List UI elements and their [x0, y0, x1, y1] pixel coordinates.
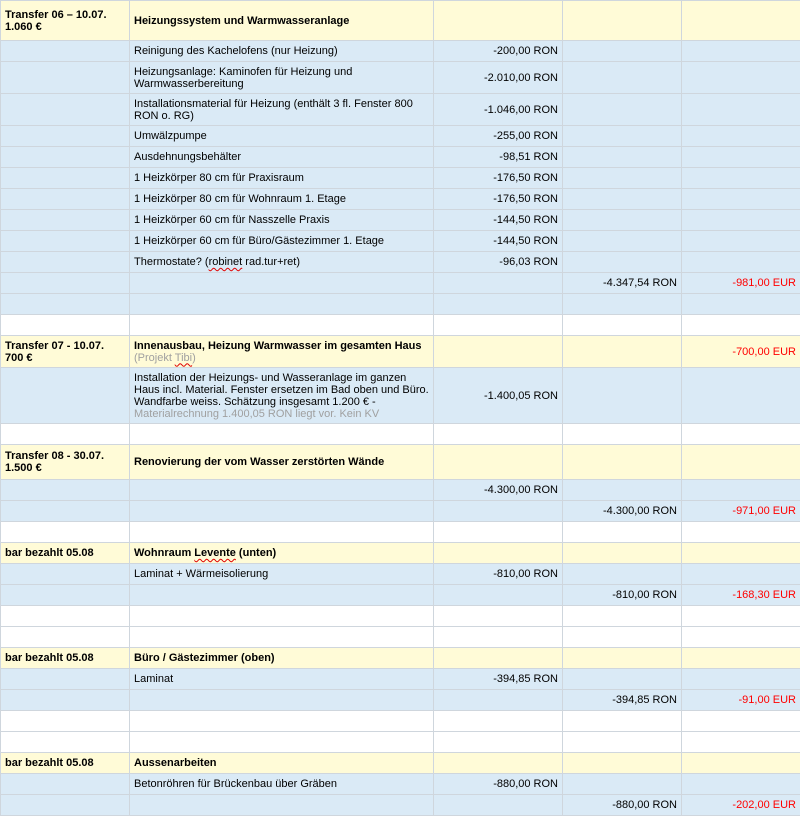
- empty-cell[interactable]: [434, 336, 563, 368]
- section-header-row[interactable]: [1, 1, 800, 41]
- item-amount[interactable]: -2.010,00 RON: [434, 62, 563, 94]
- empty-cell[interactable]: [1, 189, 130, 210]
- table-row[interactable]: [1, 94, 800, 126]
- section-header-row[interactable]: [1, 336, 800, 368]
- empty-cell[interactable]: [563, 774, 682, 795]
- item-amount[interactable]: -144,50 RON: [434, 231, 563, 252]
- section-title-cell[interactable]: [130, 543, 434, 564]
- item-description[interactable]: [130, 368, 434, 424]
- empty-cell[interactable]: [682, 168, 800, 189]
- empty-cell[interactable]: [682, 753, 800, 774]
- empty-cell[interactable]: [434, 648, 563, 669]
- total-eur[interactable]: -971,00 EUR: [682, 501, 800, 522]
- empty-cell[interactable]: [1, 62, 130, 94]
- transfer-cell[interactable]: [1, 336, 130, 368]
- empty-cell[interactable]: [682, 543, 800, 564]
- empty-cell[interactable]: [563, 368, 682, 424]
- empty-cell[interactable]: [682, 669, 800, 690]
- empty-cell[interactable]: [130, 273, 434, 294]
- empty-cell[interactable]: [682, 648, 800, 669]
- empty-cell[interactable]: [434, 1, 563, 41]
- item-description[interactable]: Heizungsanlage: Kaminofen für Heizung und Warmwasserbereitung: [130, 62, 434, 94]
- empty-row[interactable]: [1, 522, 800, 543]
- spellcheck-word: Levente: [194, 547, 236, 559]
- empty-cell[interactable]: [434, 543, 563, 564]
- empty-cell[interactable]: [682, 189, 800, 210]
- empty-cell[interactable]: [563, 62, 682, 94]
- item-description[interactable]: Laminat: [130, 669, 434, 690]
- item-amount[interactable]: -255,00 RON: [434, 126, 563, 147]
- project-prefix: (Projekt: [134, 351, 175, 364]
- section-header-row[interactable]: [1, 648, 800, 669]
- empty-cell[interactable]: [1, 585, 130, 606]
- empty-cell[interactable]: [682, 252, 800, 273]
- item-amount[interactable]: -96,03 RON: [434, 252, 563, 273]
- item-description[interactable]: 1 Heizkörper 80 cm für Wohnraum 1. Etage: [130, 189, 434, 210]
- section-title[interactable]: Heizungssystem und Warmwasseranlage: [130, 1, 434, 41]
- section-header-row[interactable]: [1, 753, 800, 774]
- transfer-label: Transfer 07 - 10.07.: [5, 339, 105, 352]
- item-amount[interactable]: -176,50 RON: [434, 168, 563, 189]
- empty-cell[interactable]: [130, 690, 434, 711]
- table-row[interactable]: [1, 252, 800, 273]
- table-row[interactable]: [1, 147, 800, 168]
- empty-row[interactable]: [1, 732, 800, 753]
- table-row[interactable]: [1, 41, 800, 62]
- empty-cell[interactable]: [434, 273, 563, 294]
- transfer-amount: 700 €: [5, 351, 33, 364]
- spellcheck-word: robinet: [208, 256, 243, 268]
- empty-cell[interactable]: [682, 564, 800, 585]
- empty-cell[interactable]: [130, 795, 434, 816]
- total-ron[interactable]: -810,00 RON: [563, 585, 682, 606]
- title-eur[interactable]: -700,00 EUR: [682, 336, 800, 368]
- empty-cell[interactable]: [563, 147, 682, 168]
- empty-cell[interactable]: [434, 585, 563, 606]
- empty-cell[interactable]: [1, 368, 130, 424]
- empty-cell[interactable]: [682, 126, 800, 147]
- section-title[interactable]: Aussenarbeiten: [130, 753, 434, 774]
- total-row[interactable]: [1, 585, 800, 606]
- item-description[interactable]: 1 Heizkörper 60 cm für Büro/Gästezimmer 1. Etage: [130, 231, 434, 252]
- empty-cell[interactable]: [130, 585, 434, 606]
- item-description[interactable]: 1 Heizkörper 60 cm für Nasszelle Praxis: [130, 210, 434, 231]
- project-note: [134, 352, 196, 364]
- table-row[interactable]: [1, 231, 800, 252]
- empty-cell[interactable]: [1, 273, 130, 294]
- empty-cell[interactable]: [563, 564, 682, 585]
- empty-cell[interactable]: [563, 189, 682, 210]
- empty-cell[interactable]: [563, 480, 682, 501]
- empty-cell[interactable]: [1, 564, 130, 585]
- transfer-cell[interactable]: [1, 1, 130, 41]
- total-ron[interactable]: -4.300,00 RON: [563, 501, 682, 522]
- empty-cell[interactable]: [1, 168, 130, 189]
- table-row[interactable]: [1, 126, 800, 147]
- item-description[interactable]: [130, 252, 434, 273]
- empty-cell[interactable]: [563, 1, 682, 41]
- total-ron[interactable]: -394,85 RON: [563, 690, 682, 711]
- empty-cell[interactable]: [1, 690, 130, 711]
- empty-cell[interactable]: [563, 252, 682, 273]
- transfer-amount: 1.060 €: [5, 20, 42, 33]
- item-amount[interactable]: -98,51 RON: [434, 147, 563, 168]
- empty-cell[interactable]: [1, 480, 130, 501]
- transfer-label[interactable]: bar bezahlt 05.08: [1, 648, 130, 669]
- empty-cell[interactable]: [682, 445, 800, 480]
- item-amount[interactable]: -810,00 RON: [434, 564, 563, 585]
- total-eur[interactable]: -91,00 EUR: [682, 690, 800, 711]
- item-description[interactable]: Laminat + Wärmeisolierung: [130, 564, 434, 585]
- project-name: Tibi: [174, 351, 193, 364]
- empty-cell[interactable]: [682, 210, 800, 231]
- section-title[interactable]: Büro / Gästezimmer (oben): [130, 648, 434, 669]
- item-amount[interactable]: -4.300,00 RON: [434, 480, 563, 501]
- empty-cell[interactable]: [682, 1, 800, 41]
- table-row[interactable]: [1, 189, 800, 210]
- total-ron[interactable]: -880,00 RON: [563, 795, 682, 816]
- table-row[interactable]: [1, 368, 800, 424]
- empty-cell[interactable]: [682, 774, 800, 795]
- empty-cell[interactable]: [1, 231, 130, 252]
- empty-row[interactable]: [1, 315, 800, 336]
- section-header-row[interactable]: [1, 543, 800, 564]
- empty-cell[interactable]: [434, 753, 563, 774]
- empty-cell[interactable]: [434, 795, 563, 816]
- empty-cell[interactable]: [1, 94, 130, 126]
- empty-cell[interactable]: [682, 231, 800, 252]
- total-row[interactable]: [1, 501, 800, 522]
- table-row[interactable]: [1, 774, 800, 795]
- empty-cell[interactable]: [434, 690, 563, 711]
- project-suffix: ): [192, 351, 196, 364]
- empty-cell[interactable]: [1, 795, 130, 816]
- empty-cell[interactable]: [130, 480, 434, 501]
- item-amount[interactable]: -394,85 RON: [434, 669, 563, 690]
- empty-cell[interactable]: [563, 543, 682, 564]
- section-title: Innenausbau, Heizung Warmwasser im gesamten Haus: [134, 339, 422, 352]
- empty-cell[interactable]: [682, 62, 800, 94]
- section-title: Wohnraum: [134, 547, 195, 559]
- empty-cell[interactable]: [1, 126, 130, 147]
- empty-cell[interactable]: [563, 41, 682, 62]
- item-amount[interactable]: -176,50 RON: [434, 189, 563, 210]
- item-amount[interactable]: -880,00 RON: [434, 774, 563, 795]
- item-description[interactable]: Betonröhren für Brückenbau über Gräben: [130, 774, 434, 795]
- item-description[interactable]: Reinigung des Kachelofens (nur Heizung): [130, 41, 434, 62]
- empty-cell[interactable]: [130, 501, 434, 522]
- transfer-label: Transfer 06 – 10.07.: [5, 8, 107, 21]
- transfer-cell[interactable]: [1, 445, 130, 480]
- empty-cell[interactable]: [563, 669, 682, 690]
- item-amount[interactable]: -200,00 RON: [434, 41, 563, 62]
- empty-cell[interactable]: [563, 168, 682, 189]
- empty-cell[interactable]: [682, 94, 800, 126]
- empty-cell[interactable]: [1, 669, 130, 690]
- section-header-row[interactable]: [1, 445, 800, 480]
- table-row[interactable]: [1, 564, 800, 585]
- empty-cell[interactable]: [563, 445, 682, 480]
- empty-cell[interactable]: [563, 753, 682, 774]
- item-description[interactable]: 1 Heizkörper 80 cm für Praxisraum: [130, 168, 434, 189]
- empty-cell[interactable]: [682, 41, 800, 62]
- total-row[interactable]: [1, 690, 800, 711]
- empty-cell[interactable]: [563, 126, 682, 147]
- empty-cell[interactable]: [434, 501, 563, 522]
- total-eur[interactable]: -981,00 EUR: [682, 273, 800, 294]
- section-title-cell[interactable]: [130, 336, 434, 368]
- empty-cell[interactable]: [563, 648, 682, 669]
- empty-cell[interactable]: [682, 480, 800, 501]
- empty-row[interactable]: [1, 294, 800, 315]
- section-title[interactable]: Renovierung der vom Wasser zerstörten Wände: [130, 445, 434, 480]
- item-text: Installation der Heizungs- und Wasseranlage im ganzen Haus incl. Material. Fenster ersetzen im Bad oben und Büro. Wandfarbe weiss. Schätzung insgesamt 1.200 € -: [134, 371, 429, 408]
- item-description[interactable]: Umwälzpumpe: [130, 126, 434, 147]
- item-amount[interactable]: -144,50 RON: [434, 210, 563, 231]
- empty-row[interactable]: [1, 424, 800, 445]
- section-title-suffix: (unten): [235, 547, 277, 559]
- empty-cell[interactable]: [434, 445, 563, 480]
- item-description[interactable]: Installationsmaterial für Heizung (enthält 3 fl. Fenster 800 RON o. RG): [130, 94, 434, 126]
- empty-row[interactable]: [1, 627, 800, 648]
- total-ron[interactable]: -4.347,54 RON: [563, 273, 682, 294]
- item-amount[interactable]: -1.400,05 RON: [434, 368, 563, 424]
- empty-cell[interactable]: [1, 210, 130, 231]
- table-row[interactable]: [1, 168, 800, 189]
- empty-cell[interactable]: [563, 210, 682, 231]
- empty-cell[interactable]: [1, 147, 130, 168]
- empty-cell[interactable]: [682, 147, 800, 168]
- item-amount[interactable]: -1.046,00 RON: [434, 94, 563, 126]
- item-text: Thermostate? (: [134, 256, 209, 268]
- empty-cell[interactable]: [563, 231, 682, 252]
- table-row[interactable]: [1, 480, 800, 501]
- empty-cell[interactable]: [1, 252, 130, 273]
- empty-cell[interactable]: [1, 41, 130, 62]
- transfer-label: Transfer 08 - 30.07.: [5, 450, 105, 462]
- empty-cell[interactable]: [1, 774, 130, 795]
- total-row[interactable]: [1, 795, 800, 816]
- empty-cell[interactable]: [682, 368, 800, 424]
- empty-cell[interactable]: [563, 94, 682, 126]
- empty-cell[interactable]: [1, 501, 130, 522]
- empty-cell[interactable]: [563, 336, 682, 368]
- item-text: rad.tur+ret): [242, 256, 301, 268]
- transfer-label[interactable]: bar bezahlt 05.08: [1, 543, 130, 564]
- item-description[interactable]: Ausdehnungsbehälter: [130, 147, 434, 168]
- total-eur[interactable]: -202,00 EUR: [682, 795, 800, 816]
- total-eur[interactable]: -168,30 EUR: [682, 585, 800, 606]
- table-row[interactable]: [1, 62, 800, 94]
- empty-row[interactable]: [1, 711, 800, 732]
- transfer-amount: 1.500 €: [5, 462, 42, 474]
- item-note: Materialrechnung 1.400,05 RON liegt vor. Kein KV: [134, 407, 380, 420]
- total-row[interactable]: [1, 273, 800, 294]
- table-row[interactable]: [1, 210, 800, 231]
- table-row[interactable]: [1, 669, 800, 690]
- transfer-label[interactable]: bar bezahlt 05.08: [1, 753, 130, 774]
- empty-row[interactable]: [1, 606, 800, 627]
